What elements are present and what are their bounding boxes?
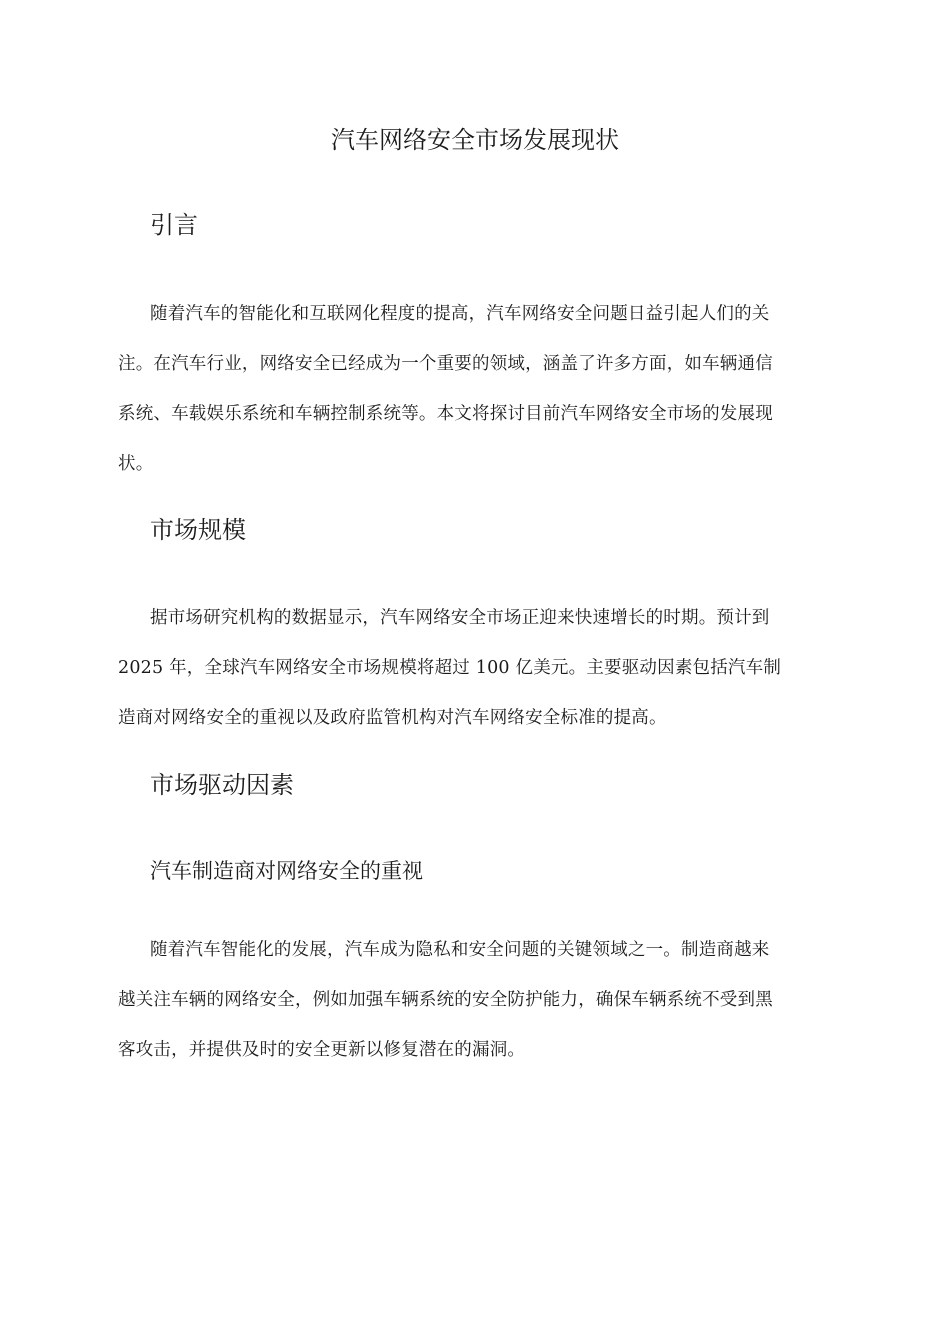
paragraph-line: 系统、车载娱乐系统和车辆控制系统等。本文将探讨目前汽车网络安全市场的发展现 bbox=[118, 404, 773, 424]
paragraph-line: 随着汽车智能化的发展，汽车成为隐私和安全问题的关键领域之一。制造商越来 bbox=[150, 940, 770, 960]
market-size-paragraph bbox=[118, 593, 830, 743]
paragraph-line: 造商对网络安全的重视以及政府监管机构对汽车网络安全标准的提高。 bbox=[118, 708, 667, 728]
paragraph-line: 2025 年，全球汽车网络安全市场规模将超过 100 亿美元。主要驱动因素包括汽车制 bbox=[118, 658, 782, 678]
paragraph-line: 随着汽车的智能化和互联网化程度的提高，汽车网络安全问题日益引起人们的关 bbox=[150, 304, 770, 324]
document-title: 汽车网络安全市场发展现状 bbox=[331, 126, 619, 154]
paragraph-line: 越关注车辆的网络安全，例如加强车辆系统的安全防护能力，确保车辆系统不受到黑 bbox=[118, 990, 773, 1010]
section-heading-market-size: 市场规模 bbox=[150, 516, 246, 544]
paragraph-line: 注。在汽车行业，网络安全已经成为一个重要的领域，涵盖了许多方面，如车辆通信 bbox=[118, 354, 773, 374]
paragraph-line: 据市场研究机构的数据显示，汽车网络安全市场正迎来快速增长的时期。预计到 bbox=[150, 608, 770, 628]
paragraph-line: 客攻击，并提供及时的安全更新以修复潜在的漏洞。 bbox=[118, 1040, 526, 1060]
subsection-heading-manufacturer-focus: 汽车制造商对网络安全的重视 bbox=[150, 859, 423, 883]
manufacturer-focus-paragraph bbox=[118, 925, 830, 1075]
paragraph-line: 状。 bbox=[118, 454, 154, 474]
section-heading-market-drivers: 市场驱动因素 bbox=[150, 771, 294, 799]
section-heading-introduction: 引言 bbox=[150, 211, 198, 239]
introduction-paragraph bbox=[118, 289, 830, 489]
